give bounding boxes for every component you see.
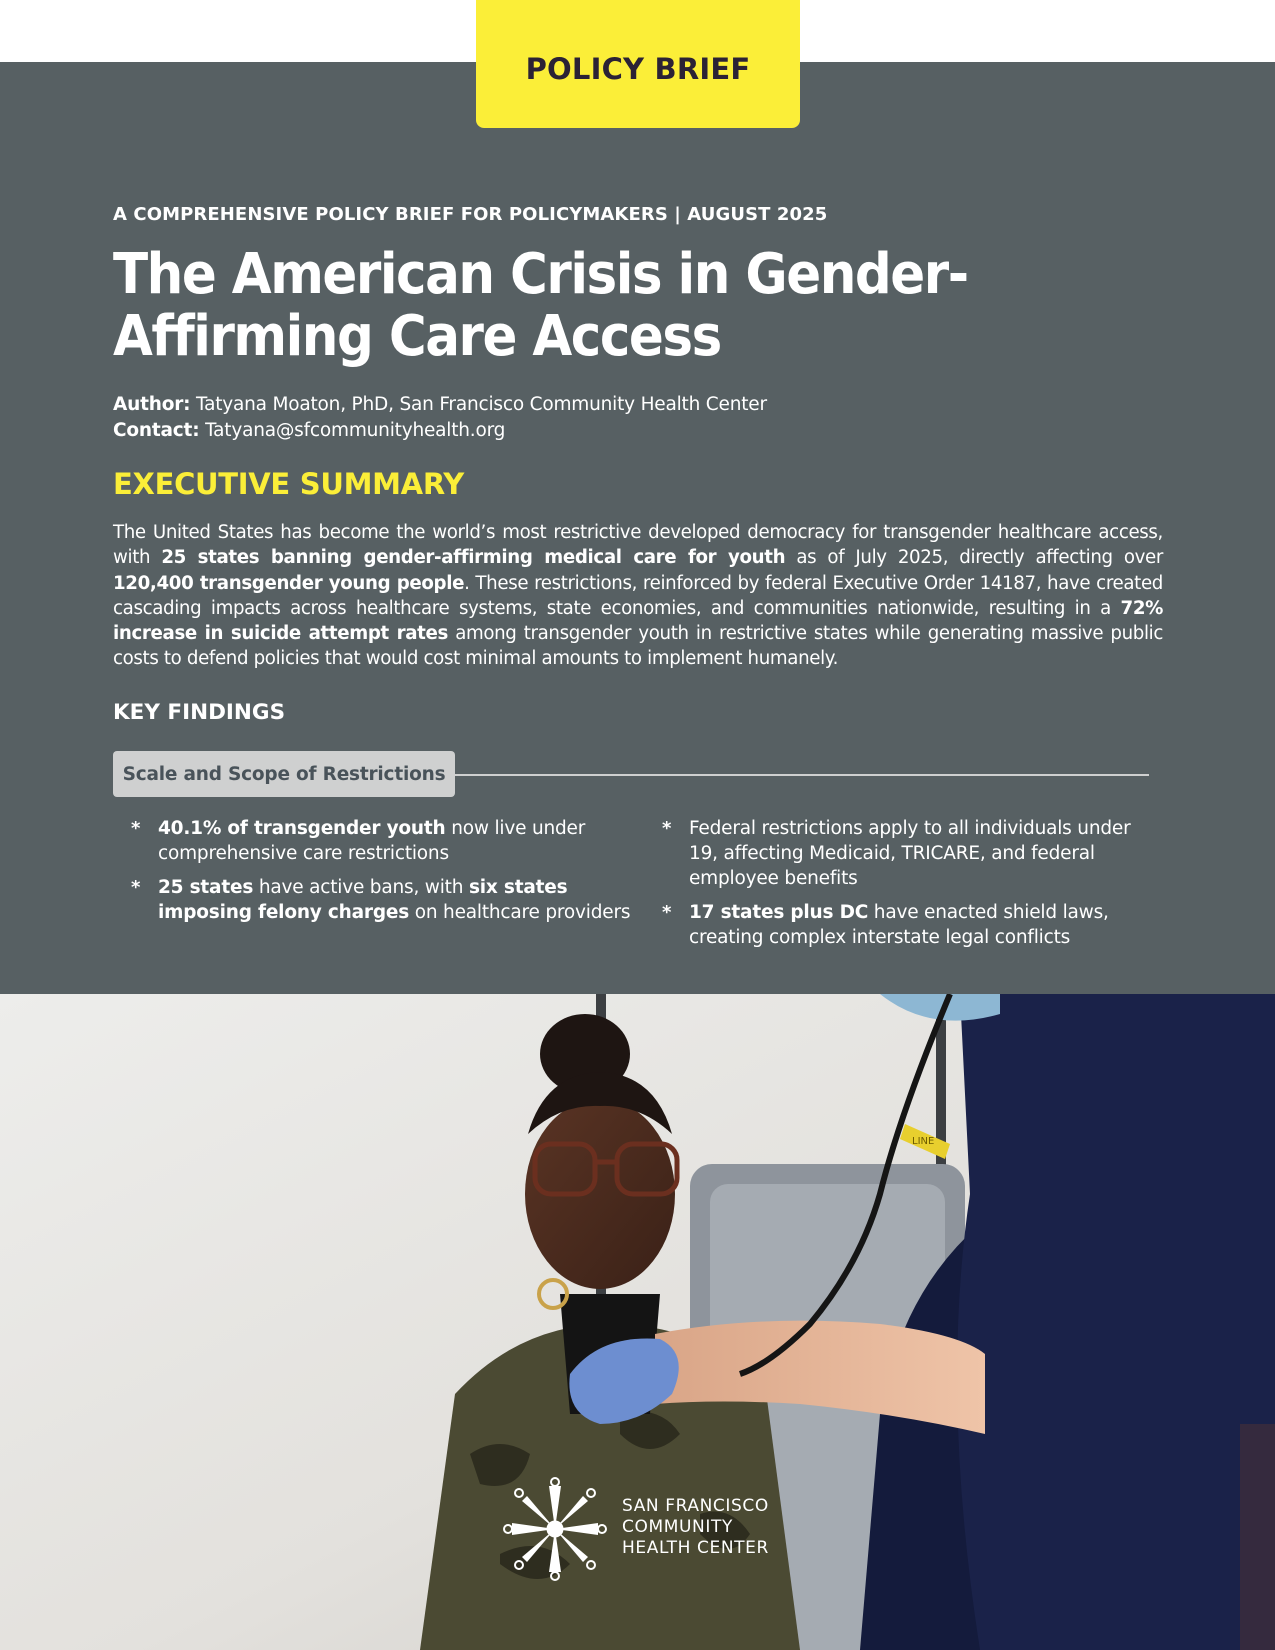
logo-line-2: COMMUNITY bbox=[622, 1517, 733, 1537]
section-divider bbox=[455, 774, 1149, 776]
findings-right-column bbox=[662, 816, 1142, 959]
summary-text: . These restrictions, reinforced by federal Executive Order 14187, have created cascading impacts across healthcare systems, state economies, and communities nationwide, resulting in a bbox=[113, 572, 1163, 619]
executive-summary-body bbox=[113, 520, 1163, 672]
author-label: Author: bbox=[113, 394, 191, 415]
logo-line-1: SAN FRANCISCO bbox=[622, 1496, 769, 1516]
sfchc-wordmark bbox=[622, 1496, 769, 1559]
author-line bbox=[113, 392, 767, 418]
policy-brief-label: POLICY BRIEF bbox=[525, 52, 751, 86]
finding-text: on healthcare providers bbox=[409, 902, 631, 923]
kicker-line: A COMPREHENSIVE POLICY BRIEF FOR POLICYMAKERS | AUGUST 2025 bbox=[113, 204, 828, 225]
summary-bold-text: 25 states banning gender-affirming medical care for youth bbox=[161, 547, 786, 569]
byline bbox=[113, 392, 767, 444]
policy-brief-tab bbox=[476, 0, 800, 128]
bullet-asterisk-icon: * bbox=[662, 902, 672, 923]
finding-bold-text: 25 states bbox=[158, 877, 254, 898]
bullet-asterisk-icon: * bbox=[131, 818, 141, 839]
findings-left-column bbox=[131, 816, 631, 934]
finding-text: now live under comprehensive care restrictions bbox=[158, 818, 586, 864]
finding-item bbox=[131, 816, 631, 866]
finding-item bbox=[131, 875, 631, 925]
sfchc-emblem-icon bbox=[500, 1474, 610, 1584]
finding-bold-text: 40.1% of transgender youth bbox=[158, 818, 446, 839]
contact-label: Contact: bbox=[113, 420, 200, 441]
summary-text: The United States has become the world’s most restrictive developed democracy for transgender healthcare access, with bbox=[113, 522, 1163, 569]
tape-label: LINE bbox=[912, 1136, 935, 1147]
contact-value: Tatyana@sfcommunityhealth.org bbox=[199, 420, 506, 441]
finding-bold-text: six states imposing felony charges bbox=[158, 877, 568, 923]
summary-bold-text: 72% increase in suicide attempt rates bbox=[113, 597, 1163, 645]
bullet-asterisk-icon: * bbox=[662, 818, 672, 839]
bullet-asterisk-icon: * bbox=[131, 877, 141, 898]
section-pill bbox=[113, 751, 455, 797]
summary-text: as of July 2025, directly affecting over bbox=[785, 547, 1164, 569]
finding-item bbox=[662, 900, 1142, 950]
summary-bold-text: 120,400 transgender young people bbox=[113, 572, 465, 594]
finding-text: Federal restrictions apply to all individuals under 19, affecting Medicaid, TRICARE, and federal employee benefits bbox=[689, 818, 1131, 889]
contact-line bbox=[113, 418, 767, 444]
page-title: The American Crisis in Gender-Affirming Care Access bbox=[113, 242, 968, 369]
author-value: Tatyana Moaton, PhD, San Francisco Community Health Center bbox=[190, 394, 767, 415]
section-pill-label: Scale and Scope of Restrictions bbox=[122, 763, 446, 785]
finding-item bbox=[662, 816, 1142, 891]
sfchc-logo bbox=[500, 1474, 790, 1584]
summary-text: among transgender youth in restrictive states while generating massive public costs to defend policies that would cost minimal amounts to implement humanely. bbox=[113, 623, 1164, 670]
finding-text: have enacted shield laws, creating complex interstate legal conflicts bbox=[689, 902, 1109, 948]
key-findings-heading: KEY FINDINGS bbox=[113, 700, 286, 725]
finding-text: have active bans, with bbox=[253, 877, 469, 898]
finding-bold-text: 17 states plus DC bbox=[689, 902, 869, 923]
logo-line-3: HEALTH CENTER bbox=[622, 1538, 769, 1558]
executive-summary-heading: EXECUTIVE SUMMARY bbox=[113, 467, 464, 501]
